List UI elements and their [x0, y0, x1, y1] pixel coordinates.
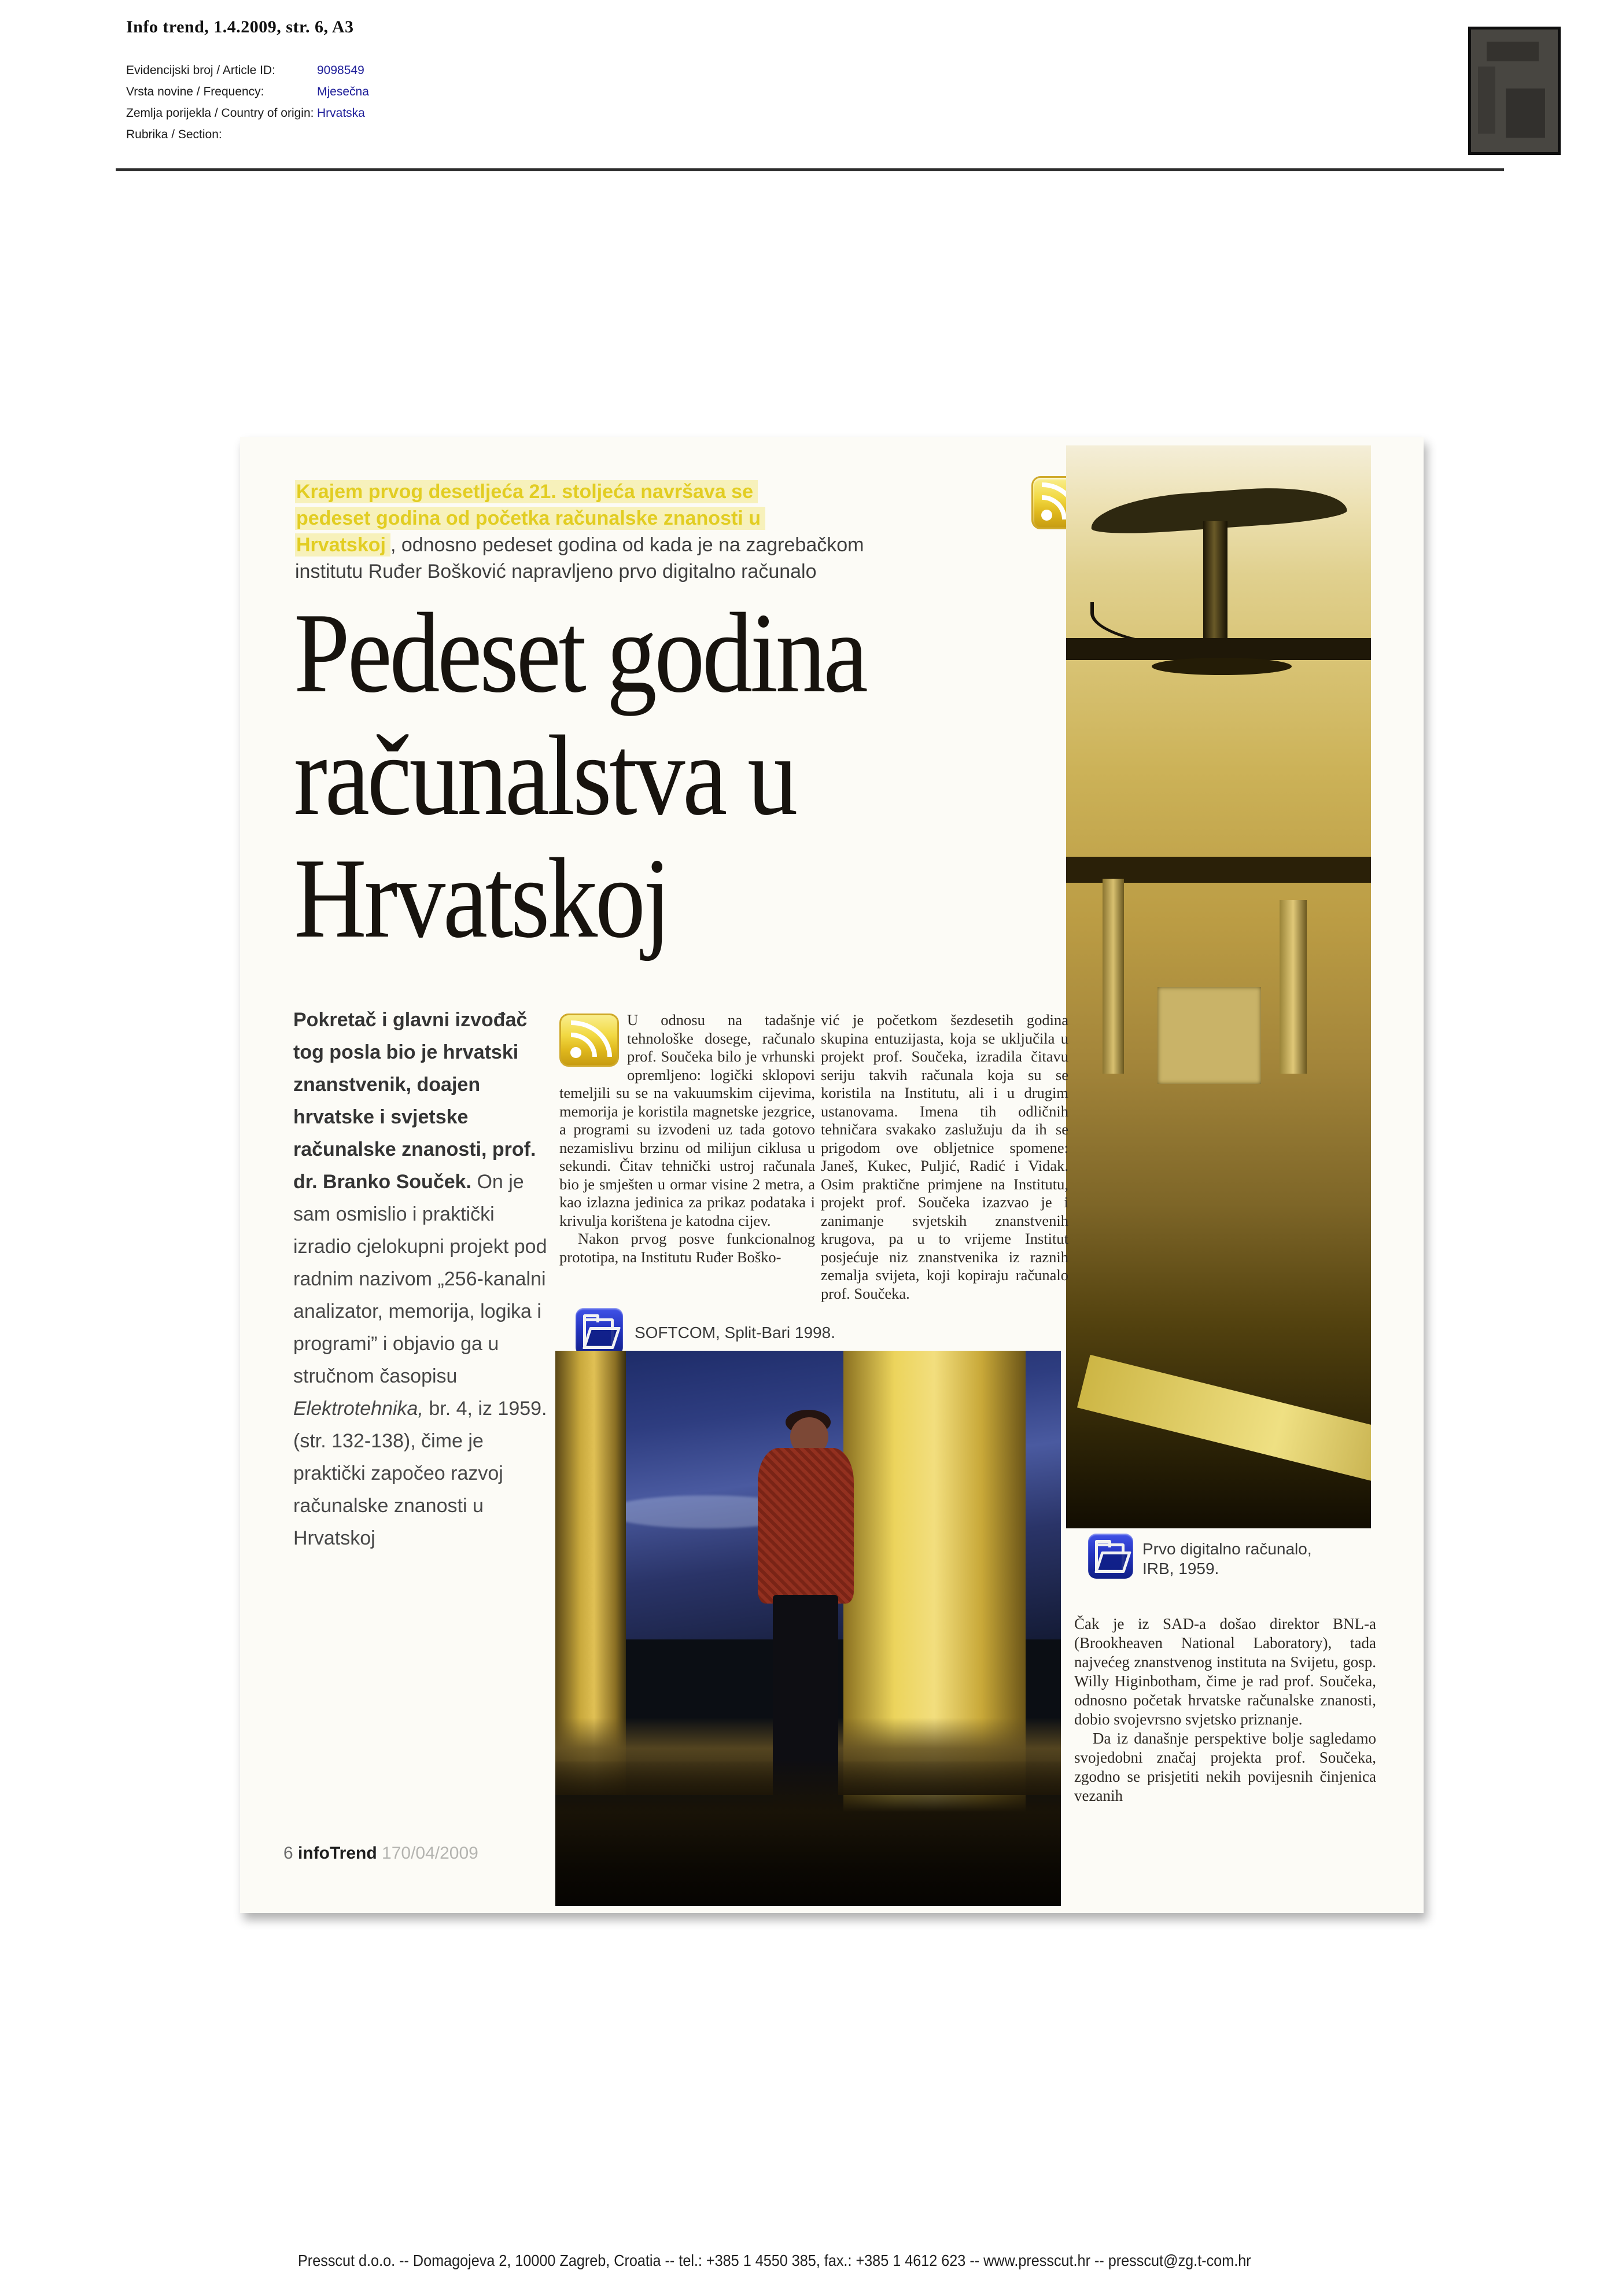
article-intro	[295, 478, 1047, 585]
caption-line: IRB, 1959.	[1142, 1560, 1219, 1578]
meta-row-frequency	[126, 85, 369, 106]
presscut-footer: Presscut d.o.o. -- Domagojeva 2, 10000 Zagreb, Croatia -- tel.: +385 1 4550 385, fax.: +385 1 4612 623 -- www.presscut.hr -- presscut@zg.t-com.hr	[298, 2251, 1251, 2269]
lead-regular-text: On je sam osmislio i praktički izradio cjelokupni projekt pod radnim nazivom „256-kanalni analizator, memorija, logika i programi” i objavio ga u stručnom časopisu	[293, 1171, 547, 1387]
body-paragraph: U odnosu na tadašnje tehnološke dosege, računalo prof. Součeka bilo je vrhunski opremljeno: logički sklopovi temeljili su se na vakuumskim cijevima, memorija je koristila magnetske jezgrice, a programi su izvodeni uz tada gotovo nezamislivu brzinu od milijun ciklusa u sekundi. Čitav tehnički ustroj računala bio je smješten u ormar visine 2 metra, a kao izlazna jedinica za prikaz podataka i krivulja korištena je katodna cijev.	[559, 1011, 815, 1229]
magazine-name: infoTrend	[298, 1844, 377, 1863]
intro-line	[295, 478, 1047, 505]
meta-value: Mjesečna	[317, 85, 369, 98]
meta-row-country	[126, 106, 369, 128]
thumbnail-detail	[1506, 89, 1545, 138]
meta-label: Zemlja porijekla / Country of origin:	[126, 106, 314, 120]
headline-line: računalstva u	[294, 712, 795, 839]
body-paragraph: Da iz današnje perspektive bolje sagledamo svojedobni značaj projekta prof. Součeka, zgodno se prisjetiti nekih povijesnih činjenica vezanih	[1074, 1730, 1376, 1804]
folder-icon	[576, 1308, 623, 1355]
body-column-right	[1074, 1615, 1376, 1805]
folder-front	[1094, 1551, 1131, 1573]
metadata-block	[126, 64, 369, 149]
photo-detail-man-shirt	[758, 1448, 854, 1604]
lead-regular-text: br. 4, iz 1959. (str. 132-138), čime je praktički započeo razvoj računalske znanosti u Hrvatskoj	[293, 1398, 547, 1549]
issue-number: 170/04/2009	[377, 1844, 478, 1863]
article-scan	[240, 437, 1424, 1913]
lead-italic-text: Elektrotehnika,	[293, 1398, 429, 1420]
intro-line	[295, 532, 1047, 558]
source-line: Info trend, 1.4.2009, str. 6, A3	[126, 17, 354, 36]
folder-icon	[1088, 1534, 1133, 1579]
rss-dot	[1041, 510, 1052, 521]
article-headline	[294, 589, 866, 961]
photo-softcom-split-bari	[555, 1351, 1061, 1906]
photo-detail-beam	[1077, 1355, 1371, 1496]
photo-caption-softcom: SOFTCOM, Split-Bari 1998.	[635, 1324, 835, 1342]
body-column-1	[559, 1011, 815, 1266]
body-paragraph: Nakon prvog posve funkcionalnog prototipa, na Institutu Ruđer Boško-	[559, 1230, 815, 1266]
header-divider	[116, 168, 1504, 171]
photo-detail-ground	[555, 1761, 1061, 1906]
headline-line: Pedeset godina	[294, 589, 866, 716]
body-paragraph: vić je početkom šezdesetih godina skupina entuzijasta, koja se uključila u projekt prof. Součeka, izradila čitavu seriju takvih računala koja su se koristila na Institutu, ali i u drugim ustanovama. Imena tih odličnih tehničara svakako zaslužuju da ih se prigodom ove obljetnice spomene: Janeš, Kukec, Puljić, Radić i Vidak. Osim praktične primjene na Institutu, projekt prof. Součeka izazvao je i zanimanje svjetskih znanstvenih krugova, pa u to vrijeme Institut posjećuje niz znanstvenika iz raznih zemalja svijeta, koji kopiraju računalo prof. Součeka.	[821, 1011, 1068, 1302]
caption-line: Prvo digitalno računalo,	[1142, 1540, 1312, 1558]
photo-first-digital-computer	[1066, 445, 1371, 1528]
meta-value: Hrvatska	[317, 106, 365, 120]
thumbnail-detail	[1478, 67, 1495, 134]
intro-highlight: pedeset godina od početka računalske znanosti u	[295, 507, 765, 530]
meta-label: Rubrika / Section:	[126, 128, 222, 141]
meta-label: Evidencijski broj / Article ID:	[126, 64, 275, 77]
photo-caption-irb	[1142, 1539, 1312, 1579]
rss-icon	[559, 1014, 619, 1067]
intro-highlight: Krajem prvog desetljeća 21. stoljeća navršava se	[295, 480, 758, 503]
intro-line	[295, 558, 1047, 585]
photo-detail-frame	[1280, 900, 1307, 1074]
meta-label: Vrsta novine / Frequency:	[126, 85, 264, 98]
body-paragraph: Čak je iz SAD-a došao direktor BNL-a (Brookheaven National Laboratory), tada najvećeg znanstvenog instituta na Svijetu, gosp. Willy Higinbotham, čime je rad prof. Součeka, odnosno početak hrvatske računalske znanosti, dobio svojevrsno svjetsko priznanje.	[1074, 1615, 1376, 1728]
intro-text: , odnosno pedeset godina od kada je na zagrebačkom	[390, 534, 864, 556]
headline-line: Hrvatskoj	[294, 835, 669, 961]
photo-detail-lamp-base	[1152, 658, 1292, 675]
magazine-pagefoot	[283, 1844, 478, 1863]
thumbnail-detail	[1487, 42, 1539, 61]
lead-bold-text: Pokretač i glavni izvođač tog posla bio je hrvatski znanstvenik, doajen hrvatske i svjetske računalske znanosti, prof. dr. Branko Souček.	[293, 1009, 536, 1193]
lead-column	[293, 1004, 555, 1554]
photo-detail-box	[1157, 987, 1261, 1084]
intro-highlight: Hrvatskoj	[295, 533, 390, 557]
folder-front	[583, 1327, 621, 1349]
rss-dot	[570, 1047, 581, 1058]
intro-text: institutu Ruđer Bošković napravljeno prvo digitalno računalo	[295, 561, 817, 583]
meta-row-section	[126, 128, 369, 149]
meta-row-article-id	[126, 64, 369, 85]
photo-detail-frame	[1103, 879, 1124, 1074]
photo-detail-table-edge	[1066, 638, 1371, 659]
intro-line	[295, 505, 1047, 532]
meta-value: 9098549	[317, 64, 364, 77]
body-column-2	[821, 1011, 1068, 1303]
page-thumbnail	[1468, 27, 1561, 155]
page-number: 6	[283, 1844, 298, 1863]
